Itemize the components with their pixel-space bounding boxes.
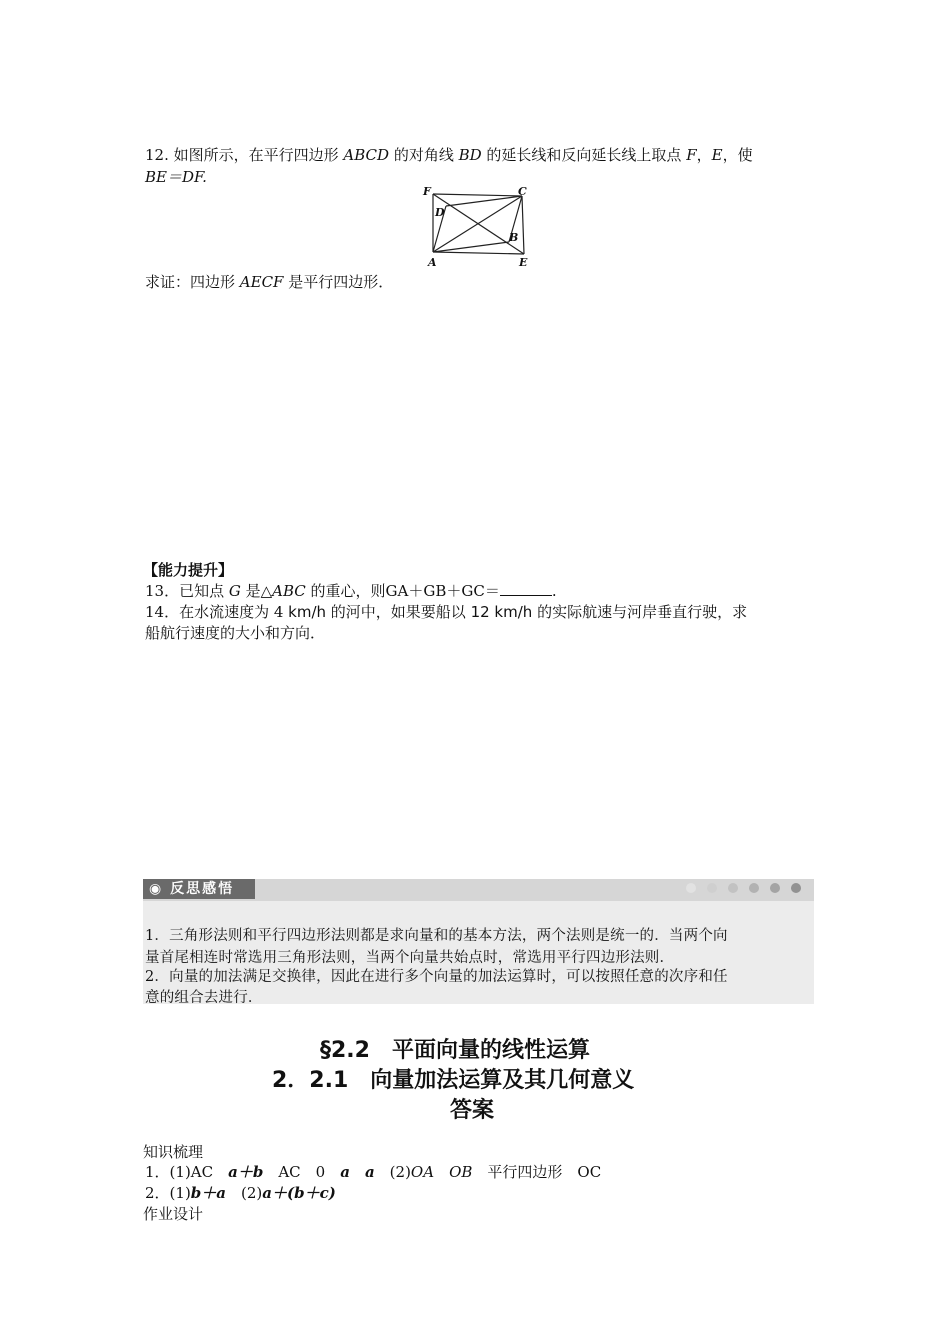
- text: 求证：四边形: [145, 273, 240, 291]
- text: ABC: [272, 582, 306, 600]
- text: a: [340, 1163, 350, 1181]
- section-title: §2.2 平面向量的线性运算: [320, 1038, 590, 1063]
- reflection-line: 意的组合去进行．: [145, 990, 263, 1006]
- text: (2): [226, 1184, 263, 1202]
- banner-dot: [707, 883, 717, 893]
- text: E: [711, 146, 723, 164]
- text: (2): [374, 1163, 411, 1181]
- banner-dot: [791, 883, 801, 893]
- q14-line2: 船航行速度的大小和方向．: [145, 624, 326, 642]
- text: 13．已知点: [145, 582, 229, 600]
- text: [434, 1163, 449, 1181]
- banner-dot: [728, 883, 738, 893]
- text: 平行四边形 OC: [472, 1163, 602, 1181]
- edge-fc: [433, 194, 522, 196]
- text: G: [228, 582, 241, 600]
- q14-line1: [145, 601, 747, 623]
- text: 是△: [240, 582, 273, 600]
- text: b＋a: [190, 1184, 227, 1202]
- banner-dot: [770, 883, 780, 893]
- label-a: A: [428, 256, 437, 269]
- text: 的延长线和反向延长线上取点: [481, 146, 687, 164]
- edge-ea: [433, 252, 524, 254]
- text: [350, 1163, 365, 1181]
- edge-ce: [522, 196, 524, 254]
- text: 2．(1): [145, 1184, 191, 1202]
- text: AC 0: [263, 1163, 341, 1181]
- edge-dc: [446, 196, 522, 206]
- text: AECF: [239, 273, 284, 291]
- answer-line-1: [145, 1161, 601, 1183]
- q12-line1: [145, 144, 753, 166]
- q12-line2: BE＝DF.: [145, 168, 207, 186]
- text: ABCD: [343, 146, 390, 164]
- answer-blank: [500, 581, 552, 596]
- text: 的实际航速与河岸垂直行驶，求: [532, 603, 748, 621]
- ability-heading: 【能力提升】: [143, 561, 234, 579]
- text: a: [364, 1163, 375, 1181]
- label-f: F: [423, 185, 431, 198]
- text: ，使: [722, 146, 753, 164]
- answer-line-2: [145, 1182, 336, 1204]
- label-e: E: [519, 256, 528, 269]
- text: OB: [449, 1163, 473, 1181]
- text: .: [551, 582, 557, 600]
- reflection-line: 1．三角形法则和平行四边形法则都是求向量和的基本方法，两个法则是统一的．当两个向: [145, 928, 728, 944]
- text: BD: [458, 146, 482, 164]
- reflection-label: ◉ 反思感悟: [143, 879, 255, 899]
- banner-dot: [749, 883, 759, 893]
- text: 的重心，则GA＋GB＋GC＝: [305, 582, 500, 600]
- label-b: B: [509, 231, 519, 244]
- text: OA: [410, 1163, 435, 1181]
- text: 是平行四边形．: [283, 273, 394, 291]
- text: a＋b: [228, 1163, 264, 1181]
- reflection-line: 2．向量的加法满足交换律，因此在进行多个向量的加法运算时，可以按照任意的次序和任: [145, 969, 728, 985]
- parallelogram-figure: [418, 184, 533, 270]
- text: F: [686, 146, 697, 164]
- q13: [145, 580, 557, 602]
- text: km/h: [288, 603, 327, 621]
- edge-ba: [433, 242, 509, 252]
- text: 的河中，如果要船以: [326, 603, 471, 621]
- label-c: C: [518, 185, 527, 198]
- reflection-line: 量首尾相连时常选用三角形法则，当两个向量共始点时，常选用平行四边形法则．: [145, 950, 675, 966]
- text: 的对角线: [389, 146, 459, 164]
- q12-prove: [145, 271, 393, 293]
- banner-dot: [686, 883, 696, 893]
- answers-heading: 知识梳理: [143, 1143, 204, 1161]
- homework-heading: 作业设计: [143, 1205, 204, 1223]
- text: ，: [696, 146, 712, 164]
- answers-title: 答案: [450, 1098, 495, 1123]
- text: 14．在水流速度为 4: [145, 603, 289, 621]
- subsection-title: 2．2.1 向量加法运算及其几何意义: [272, 1068, 635, 1093]
- text: a＋(b＋c): [262, 1184, 336, 1202]
- text: 12 km/h: [470, 603, 533, 621]
- text: 12. 如图所示，在平行四边形: [145, 146, 344, 164]
- text: 1．(1)AC: [145, 1163, 229, 1181]
- label-d: D: [435, 206, 445, 219]
